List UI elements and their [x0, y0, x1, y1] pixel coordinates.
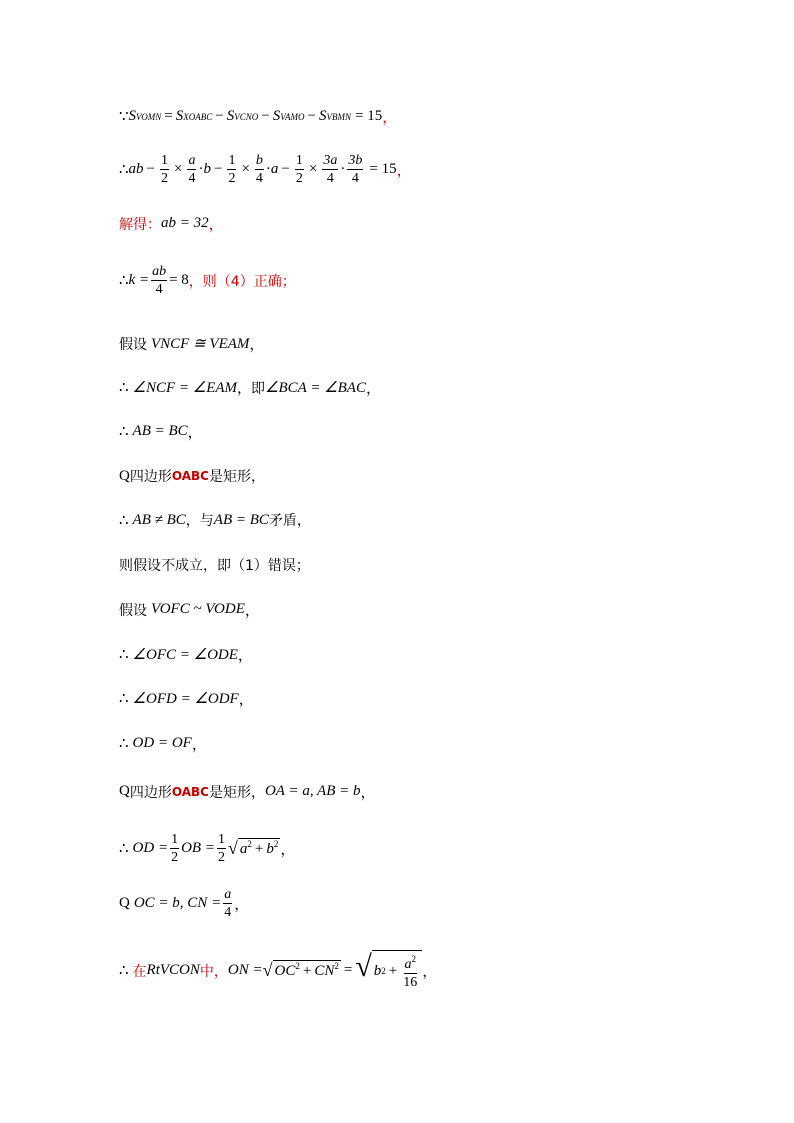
- fraction: 3b 4: [348, 153, 363, 186]
- on-length: ∴ 在 Rt VCON 中， ON = √ $OC^2 + CN^2$ = √ b 2 + $\frac{a^2}{16}$ ，: [119, 950, 438, 990]
- assumption-similar: 假设 VOFC ~ VODE ，: [119, 601, 260, 619]
- fraction: $\frac{3a}{4}$: [323, 153, 338, 186]
- square-root: √ $a^2 + b^2$: [227, 838, 279, 858]
- angle-ofc-ode: ∴ ∠OFC = ∠ODE ，: [119, 647, 253, 664]
- od-equals-of: ∴ OD = OF ，: [119, 735, 207, 753]
- fraction: $\frac{1}{2}$: [217, 832, 225, 865]
- square-root: √ b 2 + $\frac{a^2}{16}$: [355, 950, 422, 991]
- square-root: √ $OC^2 + CN^2$: [262, 960, 339, 980]
- fraction: $\frac{ab}{4}$: [152, 264, 167, 297]
- fraction: $\frac{1}{2}$: [161, 153, 169, 186]
- fraction: $\frac{1}{2}$: [171, 832, 179, 865]
- fraction: $\frac{a}{4}$: [224, 887, 232, 920]
- fraction: $\frac{1}{2}$: [228, 153, 236, 186]
- fraction: $\frac{1}{2}$: [295, 153, 303, 186]
- oc-cn-values: Q OC = b, CN = $\frac{a}{4}$ ，: [119, 887, 250, 920]
- angle-ofd-odf: ∴ ∠OFD = ∠ODF ，: [119, 691, 254, 708]
- rectangle-sides: Q 四边形 OABC 是矩形， OA = a, AB = b ，: [119, 783, 376, 801]
- fraction: $\frac{a}{4}$: [188, 153, 196, 186]
- conclusion-1-wrong: 则假设不成立，即（1）错误；: [119, 558, 310, 574]
- fraction: $\frac{b}{4}$: [255, 153, 263, 186]
- solution-ab: 解得： ab = 32 ，: [119, 215, 224, 233]
- assumption-congruent: 假设 VNCF ≅ VEAM ，: [119, 336, 265, 353]
- angle-equality: ∴ ∠NCF = ∠EAM ，即 ∠BCA = ∠BAC ，: [119, 380, 381, 397]
- side-equality: ∴ AB = BC ，: [119, 423, 203, 441]
- contradiction: ∴ AB ≠ BC ，与 AB = BC 矛盾，: [119, 511, 311, 529]
- equation-area-sum: ∵ S VOMN = S XOABC − S VCNO − S VAMO − S VBMN = 15 ，: [119, 108, 398, 126]
- rectangle-statement: Q 四边形 OABC 是矩形，: [119, 467, 265, 485]
- solution-k: ∴ k = $\frac{ab}{4}$ = 8 ，则（4）正确；: [119, 264, 296, 297]
- equation-area-expanded: ∴ ab − $\frac{1}{2}$ × $\frac{a}{4}$ · b − $\frac{1}{2}$ × $\frac{b}{4}$ · a − $\frac{1}{2}$ × $\frac{3a}{4}$ · 3b 4 = 15 ，: [119, 153, 412, 186]
- od-length: ∴ OD = $\frac{1}{2}$ OB = $\frac{1}{2}$ √ $a^2 + b^2$ ，: [119, 832, 296, 865]
